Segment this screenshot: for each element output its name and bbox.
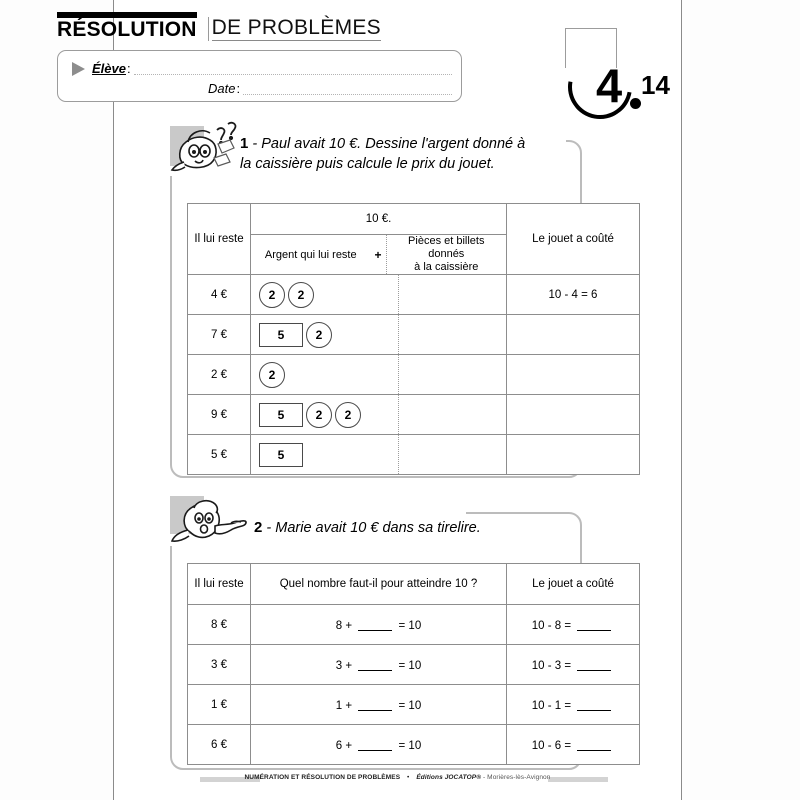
target-value: 10 (408, 699, 422, 712)
money-left-drawing (251, 355, 398, 394)
table-row (188, 645, 640, 685)
th-remaining: Il lui reste (188, 204, 251, 275)
money-given-area[interactable] (398, 275, 506, 314)
minuend: 10 (531, 739, 545, 752)
table-row (188, 275, 640, 315)
answer-blank[interactable] (577, 658, 611, 671)
date-row[interactable] (208, 81, 452, 96)
answer-blank[interactable] (577, 698, 611, 711)
coin-token: 2 (259, 362, 285, 388)
th-cost: Le jouet a coûté (507, 204, 640, 275)
coin-token: 2 (335, 402, 361, 428)
exercise-1-table (187, 203, 640, 475)
coin-token: 2 (288, 282, 314, 308)
equals-sign: = (564, 699, 572, 712)
student-colon: : (126, 61, 131, 76)
th-cost-2: Le jouet a coûté (507, 564, 640, 605)
page-number-dot (630, 98, 641, 109)
mascot-thinking-icon (168, 118, 240, 180)
page-number-main: 4 (596, 59, 623, 112)
equals-sign: = (564, 619, 572, 632)
exercise-2-table (187, 563, 640, 765)
plus-sign: + (345, 699, 353, 712)
table-2-body (188, 605, 640, 765)
cell-money-area[interactable] (251, 355, 507, 395)
equals-sign: = (564, 659, 572, 672)
table-row (188, 355, 640, 395)
equals-sign: = (398, 619, 406, 632)
cell-addition[interactable] (251, 725, 507, 765)
th-money-given-line1: Pièces et billets donnés (408, 235, 485, 260)
th-plus-sign: + (374, 247, 382, 262)
date-colon: : (236, 81, 241, 96)
cell-subtraction[interactable] (507, 725, 640, 765)
money-given-area[interactable] (398, 355, 506, 394)
title-sub-block (208, 17, 384, 42)
addend: 8 (335, 619, 343, 632)
cell-money-area[interactable] (251, 395, 507, 435)
subtrahend: 3 (554, 659, 562, 672)
cell-subtraction[interactable] (507, 605, 640, 645)
exercise-1-text-line2: la caissière puis calcule le prix du jouet. (240, 156, 495, 172)
money-left-drawing (251, 395, 398, 434)
target-value: 10 (408, 619, 422, 632)
triangle-bullet-icon (72, 62, 85, 76)
mascot-pointing-icon (168, 492, 254, 548)
date-input[interactable] (243, 83, 452, 95)
th-money-given-line2: à la caissière (414, 261, 479, 273)
exercise-2-header (168, 492, 588, 548)
page-number-sub: 14 (641, 70, 670, 100)
exercise-2-text-line1: Marie avait 10 € dans sa tirelire. (275, 520, 481, 536)
th-remaining-2: Il lui reste (188, 564, 251, 605)
cell-remaining: 5 € (188, 435, 251, 475)
th-question: Quel nombre faut-il pour atteindre 10 ? (251, 564, 507, 605)
cell-cost: 10 - 4 = 6 (507, 275, 640, 315)
cell-money-area[interactable] (251, 315, 507, 355)
equals-sign: = (398, 699, 406, 712)
student-info-box (57, 50, 462, 102)
subtrahend: 6 (554, 739, 562, 752)
money-left-drawing (251, 275, 398, 314)
money-given-area[interactable] (398, 435, 506, 474)
money-left-drawing (251, 435, 398, 474)
minus-sign: - (547, 699, 552, 712)
money-given-area[interactable] (398, 395, 506, 434)
footer-subject: NUMÉRATION ET RÉSOLUTION DE PROBLÈMES (244, 774, 401, 781)
minuend: 10 (531, 619, 545, 632)
cell-remaining: 7 € (188, 315, 251, 355)
addend: 1 (335, 699, 343, 712)
table-2-header-row (188, 564, 640, 605)
exercise-1-text-line1: Paul avait 10 €. Dessine l'argent donné à (261, 136, 526, 152)
bill-token: 5 (259, 403, 303, 427)
exercise-2-number: 2 (254, 519, 263, 536)
footer (113, 774, 682, 781)
footer-separator: • (407, 774, 410, 781)
money-left-drawing (251, 315, 398, 354)
cell-cost (507, 355, 640, 395)
student-name-row[interactable] (72, 61, 452, 76)
equals-sign: = (398, 739, 406, 752)
student-name-input[interactable] (134, 63, 452, 75)
subtrahend: 8 (554, 619, 562, 632)
equals-sign: = (398, 659, 406, 672)
answer-blank[interactable] (358, 658, 392, 671)
cell-remaining: 4 € (188, 275, 251, 315)
bill-token: 5 (259, 443, 303, 467)
footer-publisher: Éditions JOCATOP® (416, 774, 482, 781)
exercise-1-header (168, 118, 588, 180)
date-label: Date (208, 81, 236, 96)
coin-token: 2 (259, 282, 285, 308)
answer-blank[interactable] (577, 618, 611, 631)
exercise-2-instruction (254, 492, 481, 538)
title-main-text: RÉSOLUTION (57, 18, 197, 41)
subtrahend: 1 (554, 699, 562, 712)
title-underline (212, 40, 381, 42)
table-row (188, 315, 640, 355)
cell-remaining: 2 € (188, 355, 251, 395)
minuend: 10 (531, 699, 545, 712)
student-label: Élève (92, 61, 126, 76)
answer-blank[interactable] (577, 738, 611, 751)
cell-cost (507, 315, 640, 355)
cell-addition[interactable] (251, 645, 507, 685)
cell-subtraction[interactable] (507, 685, 640, 725)
cell-remaining: 8 € (188, 605, 251, 645)
cell-cost (507, 395, 640, 435)
answer-blank[interactable] (358, 738, 392, 751)
th-money-given (386, 235, 507, 274)
cell-remaining: 6 € (188, 725, 251, 765)
table-row (188, 605, 640, 645)
cell-addition[interactable] (251, 685, 507, 725)
exercise-1-number: 1 (240, 135, 249, 152)
minus-sign: - (547, 739, 552, 752)
title-sub-text: DE PROBLÈMES (211, 15, 381, 39)
footer-location: - Morières-lès-Avignon (483, 774, 551, 781)
plus-sign: + (345, 659, 353, 672)
coin-token: 2 (306, 322, 332, 348)
cell-money-area[interactable] (251, 435, 507, 475)
plus-sign: + (345, 619, 353, 632)
table-row (188, 395, 640, 435)
title-main-block (55, 12, 201, 41)
table-row (188, 435, 640, 475)
cell-remaining: 1 € (188, 685, 251, 725)
cell-addition[interactable] (251, 605, 507, 645)
table-row (188, 725, 640, 765)
cell-remaining: 9 € (188, 395, 251, 435)
exercise-1-dash: - (252, 136, 258, 152)
cell-cost (507, 435, 640, 475)
answer-blank[interactable] (358, 698, 392, 711)
table-1-body (188, 275, 640, 475)
page-title (55, 12, 384, 41)
minus-sign: - (547, 619, 552, 632)
addend: 3 (335, 659, 343, 672)
target-value: 10 (408, 659, 422, 672)
target-value: 10 (408, 739, 422, 752)
bill-token: 5 (259, 323, 303, 347)
th-money-left: Argent qui lui reste (264, 248, 357, 261)
cell-remaining: 3 € (188, 645, 251, 685)
minus-sign: - (547, 659, 552, 672)
th-split-group (251, 235, 507, 275)
minuend: 10 (531, 659, 545, 672)
plus-sign: + (345, 739, 353, 752)
exercise-2-dash: - (266, 520, 272, 536)
equals-sign: = (564, 739, 572, 752)
cell-money-area[interactable] (251, 275, 507, 315)
money-given-area[interactable] (398, 315, 506, 354)
table-row (188, 685, 640, 725)
answer-blank[interactable] (358, 618, 392, 631)
coin-token: 2 (306, 402, 332, 428)
cell-subtraction[interactable] (507, 645, 640, 685)
th-split-layout (251, 235, 506, 274)
table-1-header-row-top (188, 204, 640, 235)
addend: 6 (335, 739, 343, 752)
th-total: 10 €. (251, 204, 507, 235)
exercise-1-instruction (240, 118, 525, 174)
